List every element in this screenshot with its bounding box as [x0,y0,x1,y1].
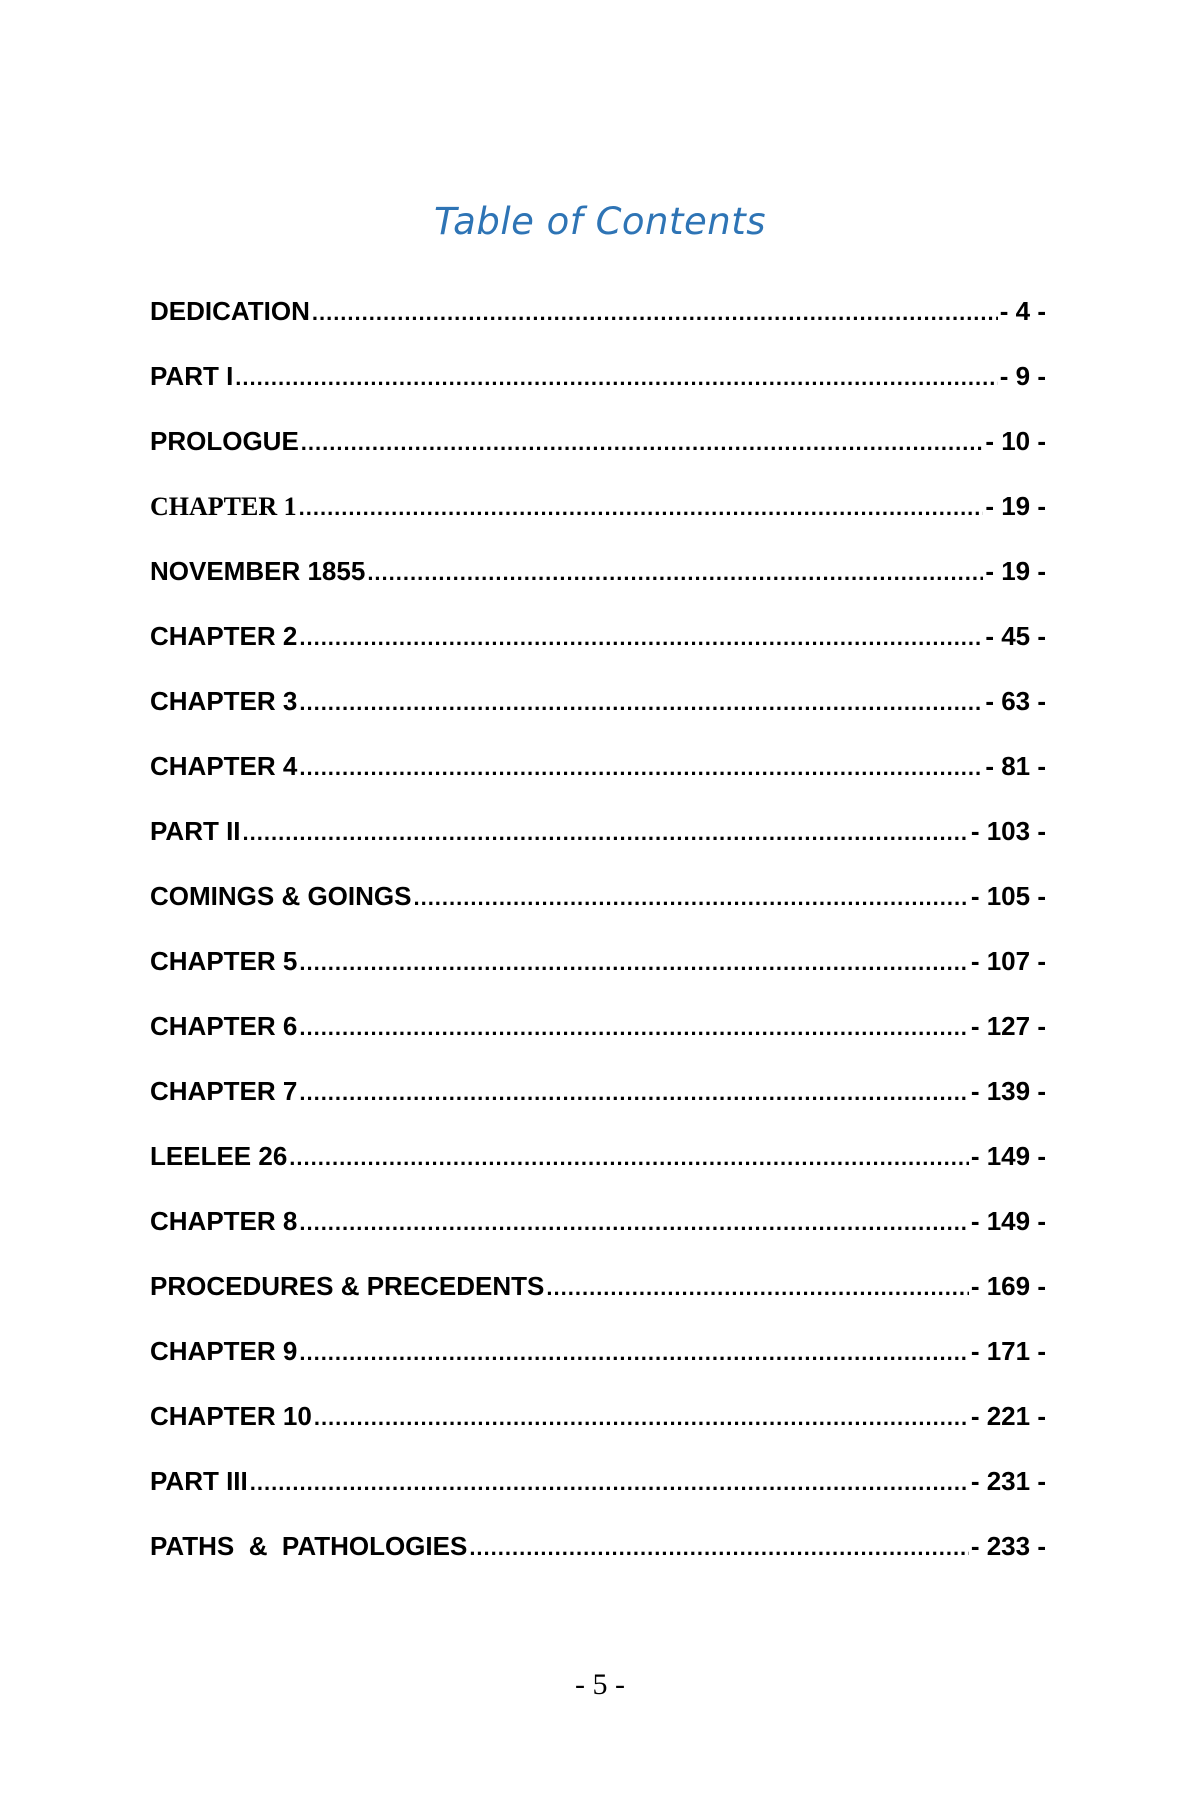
toc-entry-label: CHAPTER 6 [150,1011,298,1041]
toc-entry-page: - 103 - [970,816,1046,846]
toc-entry-page: - 233 - [970,1531,1046,1561]
toc-entry[interactable] [150,1076,1046,1141]
dot-leader [546,1271,968,1302]
toc-entry[interactable] [150,491,1046,556]
toc-entry[interactable] [150,751,1046,816]
toc-entry[interactable] [150,1271,1046,1336]
toc-entry-label: NOVEMBER 1855 [150,556,366,586]
toc-entry[interactable] [150,1401,1046,1466]
toc-entry-page: - 19 - [985,556,1046,586]
toc-entry[interactable] [150,816,1046,881]
dot-leader [299,1011,968,1042]
toc-entry-label: CHAPTER 10 [150,1401,312,1431]
dot-leader [312,296,998,327]
toc-entry-label: CHAPTER 3 [150,686,298,716]
toc-entry-page: - 105 - [970,881,1046,911]
dot-leader [235,361,997,392]
toc-entry-label: CHAPTER 9 [150,1336,298,1366]
toc-list [150,296,1046,1596]
toc-entry[interactable] [150,621,1046,686]
toc-entry-page: - 9 - [999,361,1046,391]
dot-leader [299,491,984,522]
toc-entry-label: CHAPTER 2 [150,621,298,651]
toc-entry-label: PROLOGUE [150,426,299,456]
dot-leader [299,686,983,717]
toc-entry-label: PATHS & PATHOLOGIES [150,1531,468,1561]
toc-entry-label: CHAPTER 8 [150,1206,298,1236]
toc-entry-page: - 149 - [970,1141,1046,1171]
toc-entry-label: CHAPTER 5 [150,946,298,976]
dot-leader [413,881,968,912]
toc-entry[interactable] [150,1141,1046,1206]
toc-entry[interactable] [150,881,1046,946]
toc-entry-label: CHAPTER 1 [150,492,297,521]
toc-entry-label: DEDICATION [150,296,310,326]
dot-leader [250,1466,969,1497]
toc-entry[interactable] [150,1011,1046,1076]
toc-entry-page: - 169 - [970,1271,1046,1301]
dot-leader [299,1336,968,1367]
toc-entry-page: - 231 - [970,1466,1046,1496]
dot-leader [301,426,984,457]
toc-entry-label: COMINGS & GOINGS [150,881,412,911]
page-number: - 5 - [575,1668,625,1701]
toc-entry[interactable] [150,426,1046,491]
toc-entry[interactable] [150,1336,1046,1401]
dot-leader [299,1206,968,1237]
toc-entry-page: - 139 - [970,1076,1046,1106]
dot-leader [299,621,983,652]
toc-title: Table of Contents [433,200,767,243]
toc-entry-page: - 149 - [970,1206,1046,1236]
toc-entry-label: PROCEDURES & PRECEDENTS [150,1271,545,1301]
toc-entry-page: - 10 - [985,426,1046,456]
toc-entry[interactable] [150,946,1046,1011]
dot-leader [289,1141,969,1172]
toc-entry[interactable] [150,1206,1046,1271]
toc-entry-page: - 45 - [985,621,1046,651]
toc-entry-label: CHAPTER 4 [150,751,298,781]
dot-leader [299,1076,968,1107]
dot-leader [469,1531,969,1562]
toc-entry[interactable] [150,361,1046,426]
dot-leader [243,816,969,847]
toc-entry-label: LEELEE 26 [150,1141,288,1171]
toc-entry-label: CHAPTER 7 [150,1076,298,1106]
toc-entry-page: - 4 - [999,296,1046,326]
toc-entry[interactable] [150,1466,1046,1531]
toc-entry-page: - 63 - [985,686,1046,716]
toc-entry-page: - 127 - [970,1011,1046,1041]
toc-entry-label: PART III [150,1466,248,1496]
toc-entry[interactable] [150,556,1046,621]
dot-leader [314,1401,969,1432]
toc-entry-page: - 221 - [970,1401,1046,1431]
dot-leader [367,556,983,587]
toc-entry-page: - 19 - [985,491,1046,521]
toc-entry[interactable] [150,1531,1046,1596]
toc-entry[interactable] [150,296,1046,361]
toc-entry-label: PART II [150,816,241,846]
toc-entry[interactable] [150,686,1046,751]
toc-entry-page: - 81 - [985,751,1046,781]
dot-leader [299,946,968,977]
toc-entry-page: - 107 - [970,946,1046,976]
toc-entry-label: PART I [150,361,234,391]
toc-entry-page: - 171 - [970,1336,1046,1366]
dot-leader [299,751,983,782]
